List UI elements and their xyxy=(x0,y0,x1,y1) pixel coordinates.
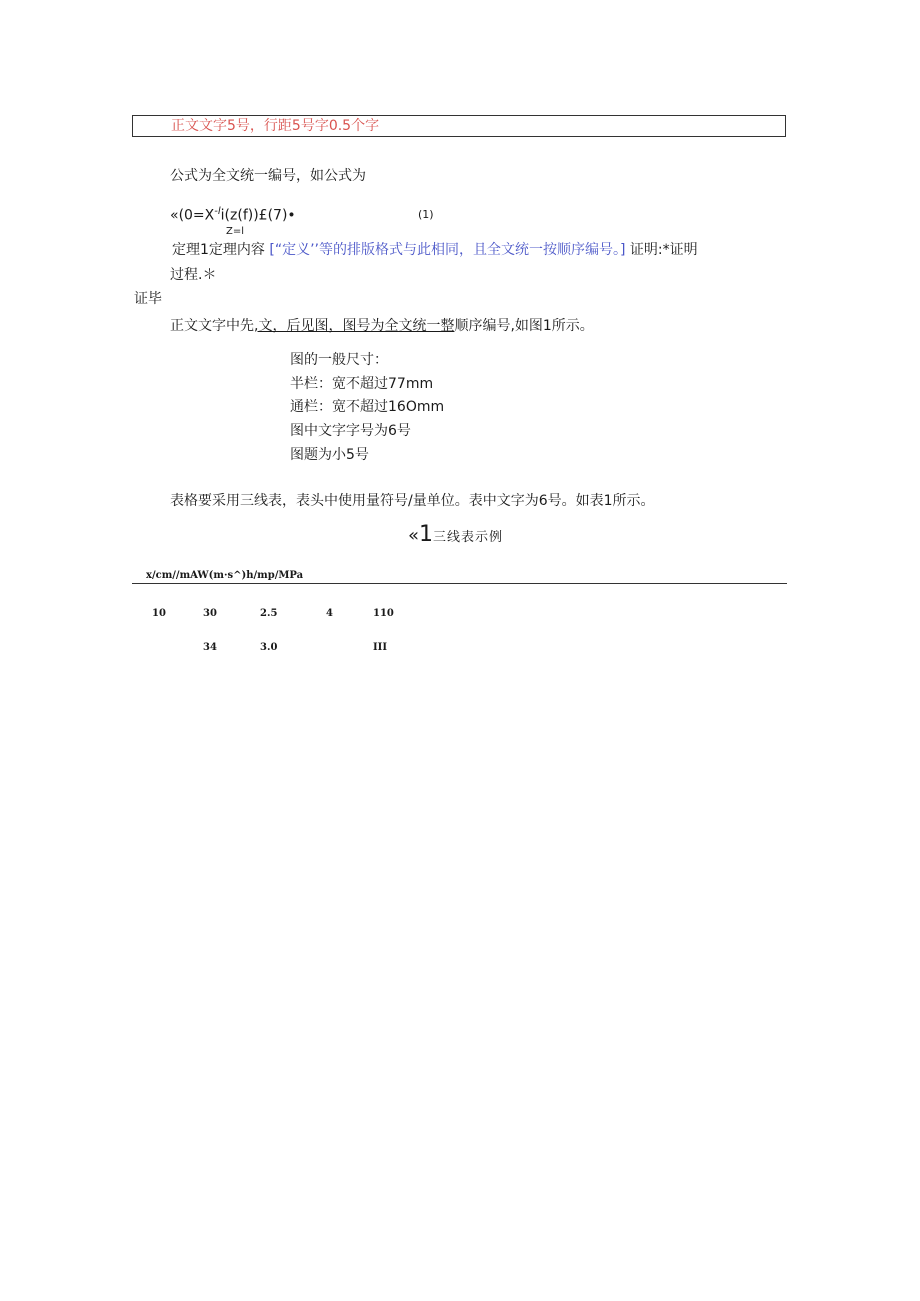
figure-paragraph xyxy=(170,317,594,335)
figure-size-item: 图中文字字号为6号 xyxy=(290,423,411,439)
table-header: x/cm//mAW(m·s^)h/mp/MPa xyxy=(146,570,304,581)
figure-size-item: 半栏：宽不超过77mm xyxy=(290,376,434,392)
equation-number: (1) xyxy=(418,208,434,221)
theorem-definition-note: [“定义’’等的排版格式与此相同，且全文统一按顺序编号。] xyxy=(269,242,626,258)
table-cell: 2.5 xyxy=(260,608,278,619)
formula-main-b: i(z(f))£(7)• xyxy=(220,207,296,224)
format-note-text: 正文文字5号，行距5号字0.5个字 xyxy=(171,118,380,134)
table-cell: 30 xyxy=(203,608,217,619)
theorem-line-3: 证毕 xyxy=(134,291,162,307)
table-title xyxy=(408,524,503,549)
formula xyxy=(170,206,296,225)
table-title-text: 三线表示例 xyxy=(433,530,504,545)
figure-paragraph-part1: 正文文字中先 xyxy=(170,318,254,334)
theorem-lead: 定理1定理内容 xyxy=(172,242,265,258)
theorem-proof-start: 证明:*证明 xyxy=(629,242,698,258)
table-cell: III xyxy=(373,642,388,653)
formula-subscript: Z=l xyxy=(226,226,245,237)
table-cell: 4 xyxy=(326,608,333,619)
table-paragraph: 表格要采用三线表，表头中使用量符号/量单位。表中文字为6号。如表1所示。 xyxy=(170,493,655,509)
table-cell: 3.0 xyxy=(260,642,278,653)
figure-paragraph-part2: ,文，后见图，图号为全文统一整 xyxy=(254,318,455,334)
format-note-box xyxy=(132,115,786,137)
figure-size-item: 图的一般尺寸： xyxy=(290,352,388,368)
table-title-prefix: « xyxy=(408,525,420,546)
formula-intro: 公式为全文统一编号，如公式为 xyxy=(170,168,366,184)
figure-size-item: 通栏：宽不超过16Omm xyxy=(290,399,445,415)
formula-main-a: «(0=X xyxy=(170,207,215,224)
theorem-line-2: 过程.＊ xyxy=(170,267,217,283)
table-cell: 10 xyxy=(152,608,166,619)
table-header-rule xyxy=(132,583,787,584)
figure-size-item: 图题为小5号 xyxy=(290,447,369,463)
table-cell: 34 xyxy=(203,642,217,653)
theorem-line-1 xyxy=(172,241,698,259)
figure-paragraph-part3: 顺序编号,如图1所示。 xyxy=(454,318,594,334)
table-title-number: 1 xyxy=(419,522,434,547)
formula-superscript: -l xyxy=(214,206,221,217)
table-cell: 110 xyxy=(373,608,394,619)
